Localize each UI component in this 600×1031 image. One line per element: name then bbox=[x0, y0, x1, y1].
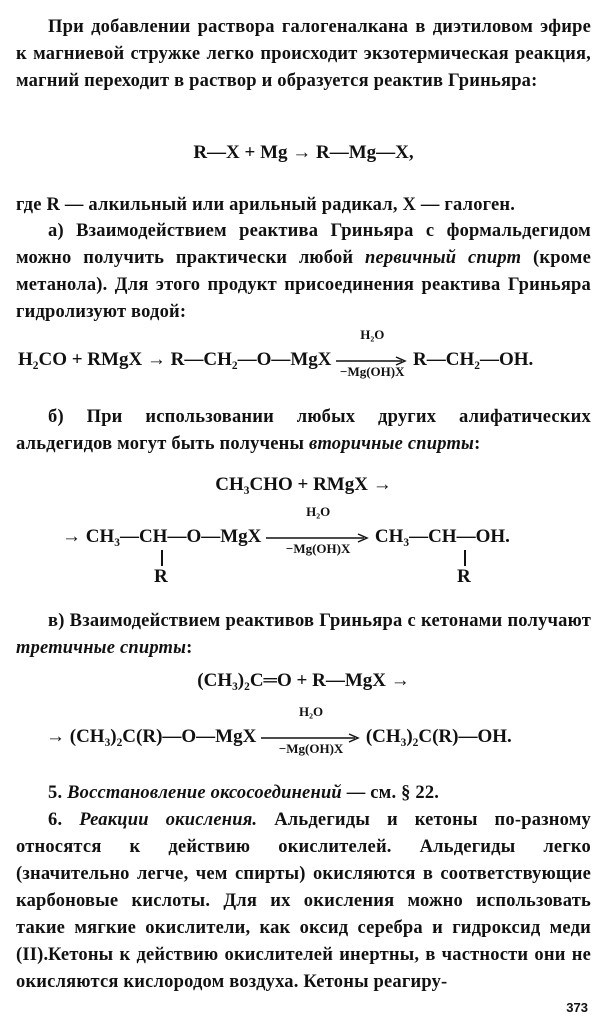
term-secondary-alcohol: вторичные спирты bbox=[309, 434, 475, 454]
term-tertiary-alcohol: третичные спирты bbox=[16, 638, 187, 658]
branch-bond-right bbox=[464, 550, 466, 566]
eq4-right: (CH₃)₂C(R)—OH. bbox=[365, 726, 512, 747]
branch-bond-left bbox=[161, 550, 163, 566]
eq2-arrow-over: H₂O bbox=[360, 326, 385, 342]
term-primary-alcohol: первичный спирт bbox=[365, 248, 522, 268]
eq2-right: R—CH₂—OH. bbox=[413, 349, 534, 370]
eq3-arrow-over: H₂O bbox=[306, 503, 331, 519]
paragraph-grignard-intro: При добавлении раствора галогеналкана в диэтиловом эфире к магниевой стружке легко происходит экзотермическая реакция, магний переходит в раствор и образуется реактив Гриньяра: bbox=[16, 17, 591, 91]
eq3-arrow-under: −Mg(OH)X bbox=[285, 540, 351, 556]
paragraph-ketones bbox=[16, 608, 591, 662]
equation-grignard-formation: R—X + Mg → R—Mg—X, bbox=[193, 142, 414, 163]
page-number: 373 bbox=[566, 1000, 588, 1015]
paragraph-reduction bbox=[16, 780, 591, 807]
eq4-arrow-under: −Mg(OH)X bbox=[278, 740, 344, 756]
eq2-left: H₂CO + RMgX → R—CH₂—O—MgX bbox=[18, 349, 332, 370]
eq3-left: → CH₃—CH—O—MgX bbox=[62, 526, 262, 547]
para7-text-b: Альдегиды и кетоны по-разному относятся к действию окислителей. Альдегиды легко (значительно легче, чем спирты) окисляются в соответствующие карбоновые кислоты. Для их окисления можно использовать такие мягкие окислители, как оксид серебра и гидроксид меди (II). bbox=[16, 810, 591, 965]
eq2-arrow-under: −Mg(OH)X bbox=[340, 363, 405, 379]
eq3-right: CH₃—CH—OH. bbox=[374, 526, 510, 547]
paragraph-ketones-inert: Кетоны к действию окислителей инертны, в частности они не окисляются кислородом воздуха. Кетоны реагиру- bbox=[16, 945, 591, 992]
eq2-arrow bbox=[336, 326, 408, 379]
para5-text-a: в) Взаимодействием реактивов Гриньяра с кетонами получают bbox=[48, 611, 591, 631]
equation-secondary-alcohol bbox=[62, 503, 600, 556]
paragraph-formaldehyde bbox=[16, 218, 591, 326]
eq4-arrow bbox=[261, 703, 361, 756]
equation-tertiary-alcohol bbox=[46, 703, 600, 756]
para4-text-b: : bbox=[474, 434, 481, 454]
para6-text-b: — см. § 22. bbox=[341, 783, 440, 803]
term-reduction: Восстановление оксосоединений bbox=[67, 783, 342, 803]
eq4-arrow-over: H₂O bbox=[299, 703, 324, 719]
para3-text-a: а) Взаимодействием реактива Гриньяра с формальдегидом можно получить практически любой bbox=[16, 221, 591, 268]
branch-r-right: R bbox=[457, 566, 471, 587]
eq3-arrow bbox=[266, 503, 370, 556]
equation-acetone-line1: (CH₃)₂C═O + R—MgX → bbox=[197, 670, 410, 691]
para6-number: 5. bbox=[48, 783, 68, 803]
term-oxidation: Реакции окисления. bbox=[79, 810, 258, 830]
equation-acetaldehyde-line1: CH₃CHO + RMgX → bbox=[215, 474, 392, 495]
paragraph-radical-definition: где R — алкильный или арильный радикал, X — галоген. bbox=[16, 195, 516, 215]
para3-text-b: (кроме метанола). Для этого продукт присоединения реактива Гриньяра гидролизуют водой: bbox=[16, 248, 591, 322]
para7-number: 6. bbox=[48, 810, 80, 830]
para4-text-a: б) При использовании любых других алифатических альдегидов могут быть получены bbox=[16, 407, 591, 454]
branch-r-left: R bbox=[154, 566, 168, 587]
para5-text-b: : bbox=[186, 638, 193, 658]
paragraph-other-aldehydes bbox=[16, 404, 591, 458]
equation-primary-alcohol bbox=[18, 326, 593, 379]
eq4-left: → (CH₃)₂C(R)—O—MgX bbox=[46, 726, 257, 747]
